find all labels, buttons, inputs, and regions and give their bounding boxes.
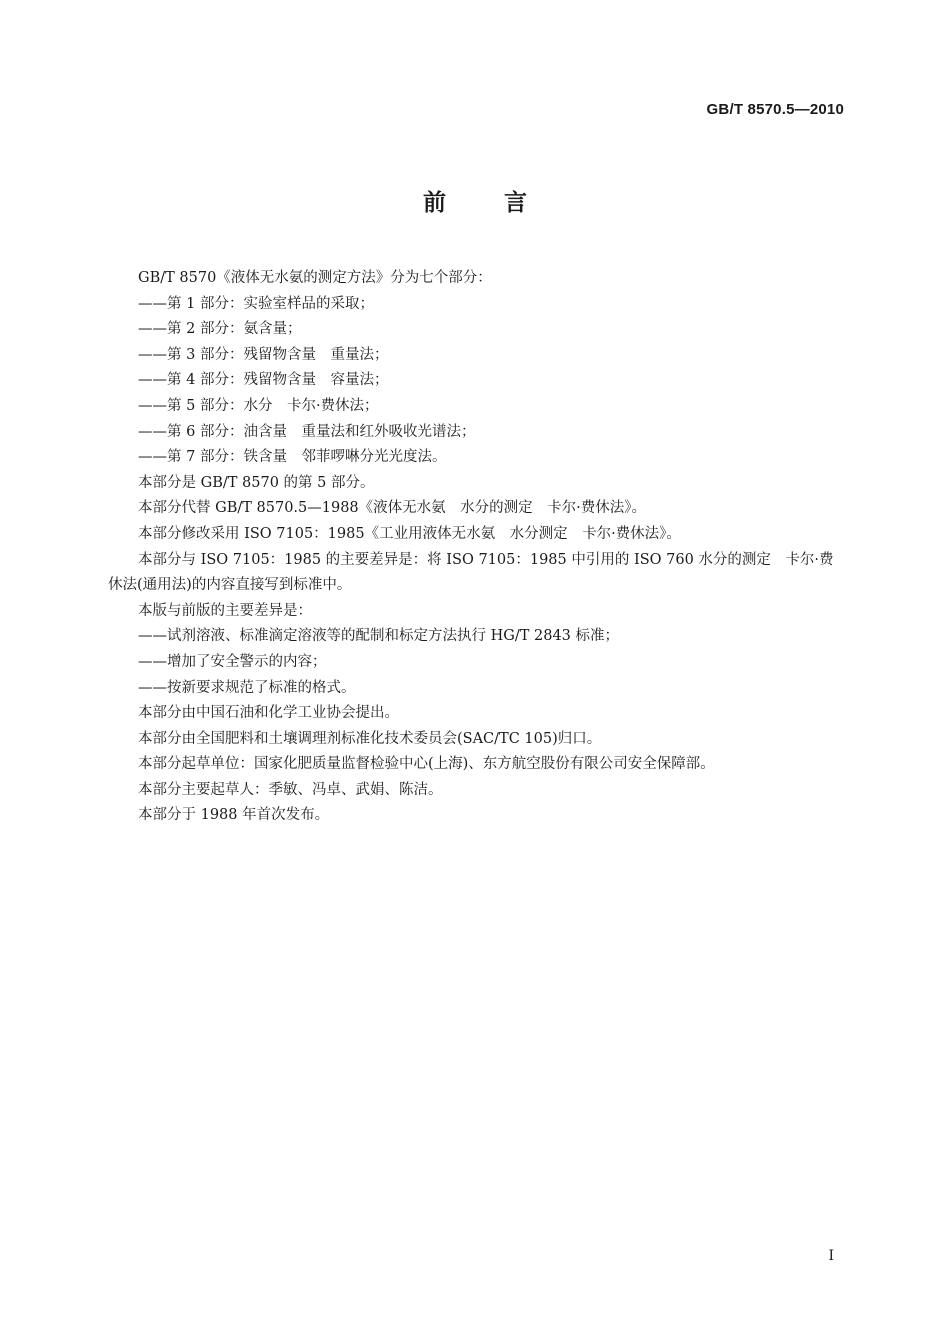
part-list-item-2: ——第 2 部分：氨含量；	[138, 321, 302, 338]
paragraph-replaces: 本部分代替 GB/T 8570.5—1988《液体无水氨 水分的测定 卡尔·费休法》。	[138, 500, 647, 517]
paragraph-proposed-by: 本部分由中国石油和化学工业协会提出。	[138, 705, 399, 722]
paragraph-version-differences: 本版与前版的主要差异是：	[138, 602, 312, 619]
part-list-item-6: ——第 6 部分：油含量 重量法和红外吸收光谱法；	[138, 423, 476, 440]
paragraph-drafters: 本部分主要起草人：季敏、冯卓、武娟、陈洁。	[138, 781, 443, 798]
part-list-item-3: ——第 3 部分：残留物含量 重量法；	[138, 346, 389, 363]
paragraph-drafting-units: 本部分起草单位：国家化肥质量监督检验中心(上海)、东方航空股份有限公司安全保障部。	[138, 756, 715, 773]
part-list-item-5: ——第 5 部分：水分 卡尔·费休法；	[138, 397, 379, 414]
part-list-item-1: ——第 1 部分：实验室样品的采取；	[138, 295, 374, 312]
part-list-item-4: ——第 4 部分：残留物含量 容量法；	[138, 372, 389, 389]
foreword-body	[108, 266, 846, 829]
page-title: 前言	[423, 190, 585, 216]
paragraph-first-issued: 本部分于 1988 年首次发布。	[138, 807, 330, 824]
part-list-item-7: ——第 7 部分：铁含量 邻菲啰啉分光光度法。	[138, 449, 447, 466]
difference-item-2: ——增加了安全警示的内容；	[138, 653, 327, 670]
paragraph-adoption: 本部分修改采用 ISO 7105：1985《工业用液体无水氨 水分测定 卡尔·费休法》。	[138, 525, 681, 542]
page-number: I	[828, 1248, 834, 1264]
paragraph-iso-differences: 本部分与 ISO 7105：1985 的主要差异是：将 ISO 7105：1985 中引用的 ISO 760 水分的测定 卡尔·费休法(通用法)的内容直接写到标准中。	[108, 551, 834, 594]
paragraph-administered-by: 本部分由全国肥料和土壤调理剂标准化技术委员会(SAC/TC 105)归口。	[138, 730, 602, 747]
paragraph-intro: GB/T 8570《液体无水氨的测定方法》分为七个部分：	[138, 270, 492, 286]
difference-item-3: ——按新要求规范了标准的格式。	[138, 679, 356, 696]
standard-code: GB/T 8570.5—2010	[706, 101, 844, 118]
difference-item-1: ——试剂溶液、标准滴定溶液等的配制和标定方法执行 HG/T 2843 标准；	[138, 628, 620, 645]
paragraph-part-statement: 本部分是 GB/T 8570 的第 5 部分。	[138, 474, 375, 491]
